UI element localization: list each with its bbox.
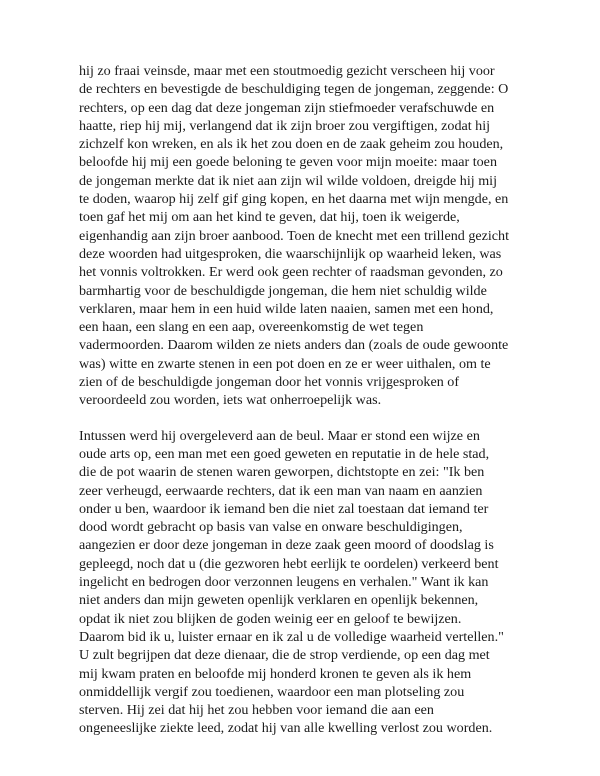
text-line: Daarom bid ik u, luister ernaar en ik zal u de volledige waarheid vertellen." (79, 628, 504, 645)
text-line: Intussen werd hij overgeleverd aan de beul. Maar er stond een wijze en (79, 427, 480, 444)
text-line: zichzelf kon wreken, en als ik het zou doen en de zaak geheim zou houden, (79, 136, 504, 153)
text-line: sterven. Hij zei dat hij het zou hebben voor iemand die aan een (79, 702, 434, 719)
text-line: hij zo fraai veinsde, maar met een stoutmoedig gezicht verscheen hij voor (79, 63, 495, 79)
text-line: de rechters en bevestigde de beschuldiging tegen de jongeman, zeggende: O (79, 81, 509, 98)
text-line: beloofde hij mij een goede beloning te geven voor mijn moeite: maar toen (79, 154, 497, 171)
text-line: deze woorden had uitgesproken, die waarschijnlijk op waarheid leken, was (79, 245, 502, 262)
text-line: oude arts op, een man met een goed geweten en reputatie in de hele stad, (79, 445, 490, 462)
text-line: haatte, riep hij mij, verlangend dat ik zijn broer zou vergiftigen, zodat hij (79, 117, 491, 134)
text-line: eigenhandig aan zijn broer aanbood. Toen de knecht met een trillend gezicht (79, 227, 510, 244)
document-page (79, 62, 524, 738)
paragraph-2 (79, 427, 524, 738)
text-line: onmiddellijk vergif zou toedienen, waardoor een man plotseling zou (79, 683, 465, 700)
text-line: te doden, waarop hij zelf gif ging kopen, en het daarna met wijn mengde, en (79, 191, 509, 208)
text-line: was) witte en zwarte stenen in een pot doen en ze er weer uithalen, om te (79, 355, 491, 372)
text-line: gepleegd, noch dat u (die gezworen hebt eerlijk te oordelen) verkeerd bent (79, 555, 499, 572)
text-line: veroordeeld zou worden, iets wat onherroepelijk was. (79, 392, 382, 409)
text-line: barmhartig voor de beschuldigde jongeman, die hem niet schuldig wilde (79, 282, 487, 299)
text-line: het vonnis voltrokken. Er werd ook geen rechter of raadsman gevonden, zo (79, 264, 503, 281)
text-line: toen gaf het mij om aan het kind te geven, dat hij, toen ik weigerde, (79, 209, 460, 226)
text-line: niet anders dan mijn geweten openlijk verklaren en openlijk bekennen, (79, 592, 479, 609)
text-line: U zult begrijpen dat deze dienaar, die de strop verdiende, op een dag met (79, 647, 490, 664)
text-line: zeer verheugd, eerwaarde rechters, dat ik een man van naam en aanzien (79, 482, 483, 499)
text-line: vadermoorden. Daarom wilden ze niets anders dan (zoals de oude gewoonte (79, 337, 509, 354)
text-line: ingelicht en bedrogen door verzonnen leugens en verhalen." Want ik kan (79, 574, 489, 591)
text-line: de jongeman merkte dat ik niet aan zijn wil wilde voldoen, dreigde hij mij (79, 172, 498, 189)
text-line: ongeneeslijke ziekte leed, zodat hij van alle kwelling verlost zou worden. (79, 720, 493, 737)
text-line: aangezien er door deze jongeman in deze zaak geen moord of doodslag is (79, 537, 494, 554)
paragraph-1 (79, 62, 524, 410)
text-line: opdat ik niet zou blijken de goden weinig eer en geloof te bewijzen. (79, 610, 462, 627)
text-line: onder u ben, waardoor ik iemand ben die niet zal toestaan dat iemand ter (79, 500, 489, 517)
text-line: zien of de beschuldigde jongeman door het vonnis vrijgesproken of (79, 374, 460, 391)
text-line: een haan, een slang en een aap, overeenkomstig de wet tegen (79, 319, 424, 336)
text-line: die de pot waarin de stenen waren geworpen, dichtstopte en zei: "Ik ben (79, 464, 485, 481)
text-line: dood wordt gebracht op basis van valse en onware beschuldigingen, (79, 519, 463, 536)
text-line: mij kwam praten en beloofde mij honderd kronen te geven als ik hem (79, 665, 472, 682)
text-line: verklaren, maar hem in een huid wilde laten naaien, samen met een hond, (79, 300, 494, 317)
text-line: rechters, op een dag dat deze jongeman zijn stiefmoeder verafschuwde en (79, 99, 495, 116)
